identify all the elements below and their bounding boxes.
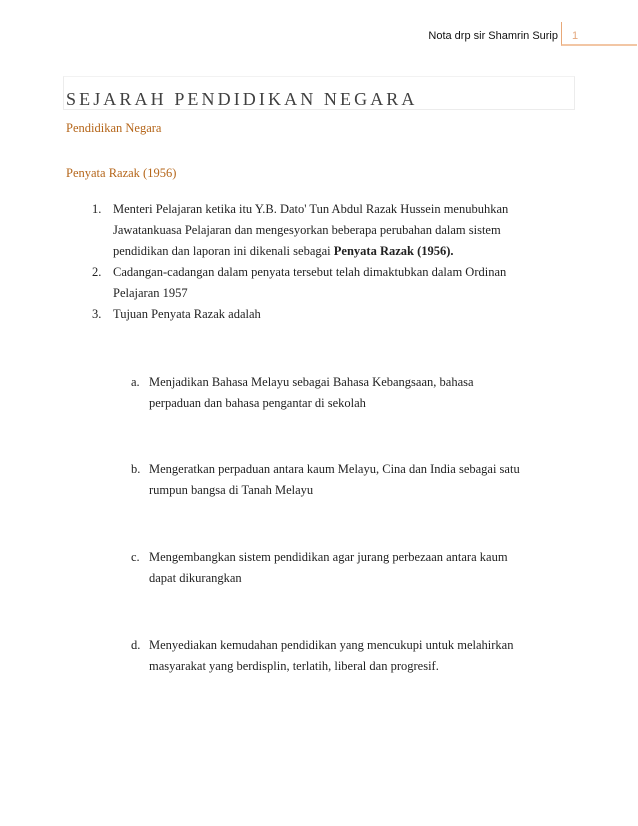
list-item-line: Mengeratkan perpaduan antara kaum Melayu, Cina dan India sebagai satu: [149, 462, 520, 476]
list-item-line: perpaduan dan bahasa pengantar di sekolah: [149, 396, 366, 410]
list-item-line: Menteri Pelajaran ketika itu Y.B. Dato' Tun Abdul Razak Hussein menubuhkan: [113, 202, 509, 216]
list-item-line: [113, 241, 454, 262]
list-marker: c.: [131, 550, 140, 564]
list-marker: b.: [131, 462, 141, 476]
list-item-line: Mengembangkan sistem pendidikan agar jurang perbezaan antara kaum: [149, 550, 508, 564]
list-marker: 3.: [92, 307, 102, 321]
list-item-line: Tujuan Penyata Razak adalah: [113, 307, 261, 321]
list-item-line: Cadangan-cadangan dalam penyata tersebut telah dimaktubkan dalam Ordinan: [113, 265, 507, 279]
list-item-line: Menyediakan kemudahan pendidikan yang mencukupi untuk melahirkan: [149, 638, 514, 652]
list-item-line: masyarakat yang berdisplin, terlatih, liberal dan progresif.: [149, 659, 439, 673]
list-item-text: pendidikan dan laporan ini dikenali sebagai: [113, 244, 334, 258]
list-marker: d.: [131, 638, 141, 652]
list-item-line: Jawatankuasa Pelajaran dan mengesyorkan beberapa perubahan dalam sistem: [113, 223, 501, 237]
list-marker: 2.: [92, 265, 102, 279]
list-item-line: Pelajaran 1957: [113, 286, 188, 300]
list-item-line: rumpun bangsa di Tanah Melayu: [149, 483, 314, 497]
list-item-line: dapat dikurangkan: [149, 571, 242, 585]
running-header: Nota drp sir Shamrin Surip: [428, 30, 558, 42]
list-marker: a.: [131, 375, 140, 389]
section-heading: Pendidikan Negara: [66, 121, 162, 135]
emphasized-term: Penyata Razak (1956).: [333, 244, 454, 258]
subsection-heading: Penyata Razak (1956): [66, 166, 177, 180]
document-title: SEJARAH PENDIDIKAN NEGARA: [66, 89, 418, 109]
list-item-line: Menjadikan Bahasa Melayu sebagai Bahasa Kebangsaan, bahasa: [149, 375, 474, 389]
page-number-box: [561, 22, 637, 46]
list-marker: 1.: [92, 202, 102, 216]
page-number: 1: [572, 30, 579, 42]
